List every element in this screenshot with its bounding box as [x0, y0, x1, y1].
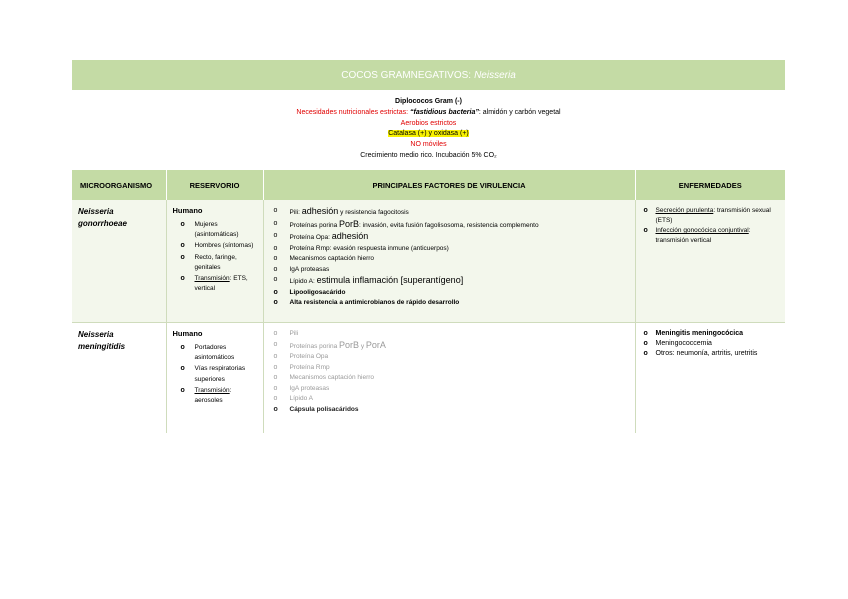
reservoir-list	[173, 220, 257, 294]
reservoir-list	[173, 343, 257, 406]
list-item: o Mecanismos captación hierro	[270, 373, 629, 384]
list-item	[173, 274, 257, 294]
list-item	[270, 219, 629, 232]
reservoir-cell	[166, 200, 263, 323]
list-item: o Recto, faringe, genitales	[173, 253, 257, 273]
list-item: o IgA proteasas	[270, 265, 629, 276]
factor-emph: adhesión	[331, 231, 369, 241]
diseases-list	[642, 329, 780, 359]
intro-line-catalase-wrap	[72, 129, 785, 140]
factor-text: Proteína Opa:	[289, 234, 332, 241]
list-item: o Mecanismos captación hierro	[270, 254, 629, 265]
factor-text: Lípido A:	[289, 278, 317, 285]
header-microorganism: MICROORGANISMO	[72, 170, 166, 200]
table-row	[72, 323, 785, 434]
title-text: COCOS GRAMNEGATIVOS:	[341, 69, 472, 81]
factor-emph: estimula inflamación [superantígeno]	[316, 275, 464, 285]
nutrition-rest: : almidón y carbón vegetal	[478, 108, 561, 116]
list-item: o Lipooligosacárido	[270, 288, 629, 299]
list-item: o Alta resistencia a antimicrobianos de rápido desarrollo	[270, 298, 629, 309]
header-virulence: PRINCIPALES FACTORES DE VIRULENCIA	[263, 170, 635, 200]
virulence-cell	[263, 323, 635, 434]
reservoir-head: Humano	[172, 329, 203, 338]
list-item: o Mujeres (asintomáticas)	[173, 220, 257, 240]
diseases-cell	[635, 323, 785, 434]
intro-block	[72, 97, 785, 162]
transmission-label: Transmisión	[194, 386, 230, 394]
transmission-text: : ETS, vertical	[194, 275, 248, 293]
intro-line-gram: Diplococos Gram (-)	[395, 98, 462, 105]
organism-cell	[72, 323, 166, 434]
organism-species: gonorrhoeae	[78, 219, 127, 228]
factor-emph: PorA	[365, 339, 386, 350]
list-item: o Cápsula polisacáridos	[270, 405, 629, 416]
factor-emph: adhesión	[301, 206, 339, 216]
table-header-row	[72, 170, 785, 200]
intro-line-nutrition	[72, 108, 785, 119]
list-item	[173, 386, 257, 406]
title-genus: Neisseria	[474, 69, 516, 81]
list-item	[642, 206, 780, 226]
list-item: o Hombres (síntomas)	[173, 241, 257, 251]
intro-line-motility: NO móviles	[410, 141, 447, 149]
list-item: o Proteína Rmp	[270, 363, 629, 374]
virulence-cell	[263, 200, 635, 323]
factor-emph: PorB	[339, 218, 360, 229]
list-item	[270, 275, 629, 288]
list-item	[642, 226, 780, 246]
factor-text: Pili:	[289, 209, 302, 216]
header-reservoir: RESERVORIO	[166, 170, 263, 200]
intro-line-growth: Crecimiento medio rico. Incubación 5% CO₂	[360, 151, 497, 159]
virulence-list	[270, 329, 629, 415]
list-item: o Proteína Opa	[270, 352, 629, 363]
factor-text: : invasión, evita fusión fagolisosoma, resistencia complemento	[359, 221, 539, 229]
list-item: o Lípido A	[270, 394, 629, 405]
list-item: o Otros: neumonía, artritis, uretritis	[642, 349, 780, 359]
page-title	[72, 60, 785, 90]
factor-text: y resistencia fagocitosis	[338, 209, 409, 216]
reservoir-cell	[166, 323, 263, 434]
factor-emph: PorB	[339, 339, 360, 350]
organism-genus: Neisseria	[78, 207, 114, 216]
list-item: o Pili	[270, 329, 629, 340]
intro-line-aerobic: Aerobios estrictos	[400, 119, 457, 127]
disease-text: : transmisión sexual (ETS)	[655, 207, 771, 224]
factor-text: Proteínas porina	[289, 342, 340, 350]
table-row	[72, 200, 785, 323]
disease-label: Infección gonocócica conjuntival	[655, 227, 749, 234]
intro-line-catalase: Catalasa (+) y oxidasa (+)	[388, 130, 469, 138]
list-item: o Vías respiratorias superiores	[173, 364, 257, 384]
neisseria-table	[72, 170, 785, 433]
list-item: o Proteína Rmp: evasión respuesta inmune (anticuerpos)	[270, 244, 629, 255]
transmission-label: Transmisión	[194, 275, 230, 283]
disease-text: : transmisión vertical	[655, 227, 751, 244]
list-item	[270, 206, 629, 219]
virulence-list	[270, 206, 629, 309]
diseases-list	[642, 206, 780, 246]
header-diseases: ENFERMEDADES	[635, 170, 785, 200]
list-item	[270, 231, 629, 244]
reservoir-head: Humano	[172, 206, 203, 215]
organism-genus: Neisseria	[78, 330, 114, 339]
factor-text: Proteínas porina	[289, 221, 340, 229]
list-item: o Meningitis meningocócica	[642, 329, 780, 339]
nutrition-italic: “fastidious bacteria”	[410, 108, 479, 116]
organism-cell	[72, 200, 166, 323]
factor-text: y	[359, 342, 366, 350]
list-item: o IgA proteasas	[270, 384, 629, 395]
nutrition-label: Necesidades nutricionales estrictas:	[296, 108, 409, 116]
organism-species: meningitidis	[78, 342, 126, 351]
list-item: o Portadores asintomáticos	[173, 343, 257, 363]
transmission-text: : aerosoles	[194, 386, 232, 405]
list-item	[270, 340, 629, 353]
list-item: o Meningococcemia	[642, 339, 780, 349]
diseases-cell	[635, 200, 785, 323]
disease-label: Secreción purulenta	[655, 207, 714, 214]
